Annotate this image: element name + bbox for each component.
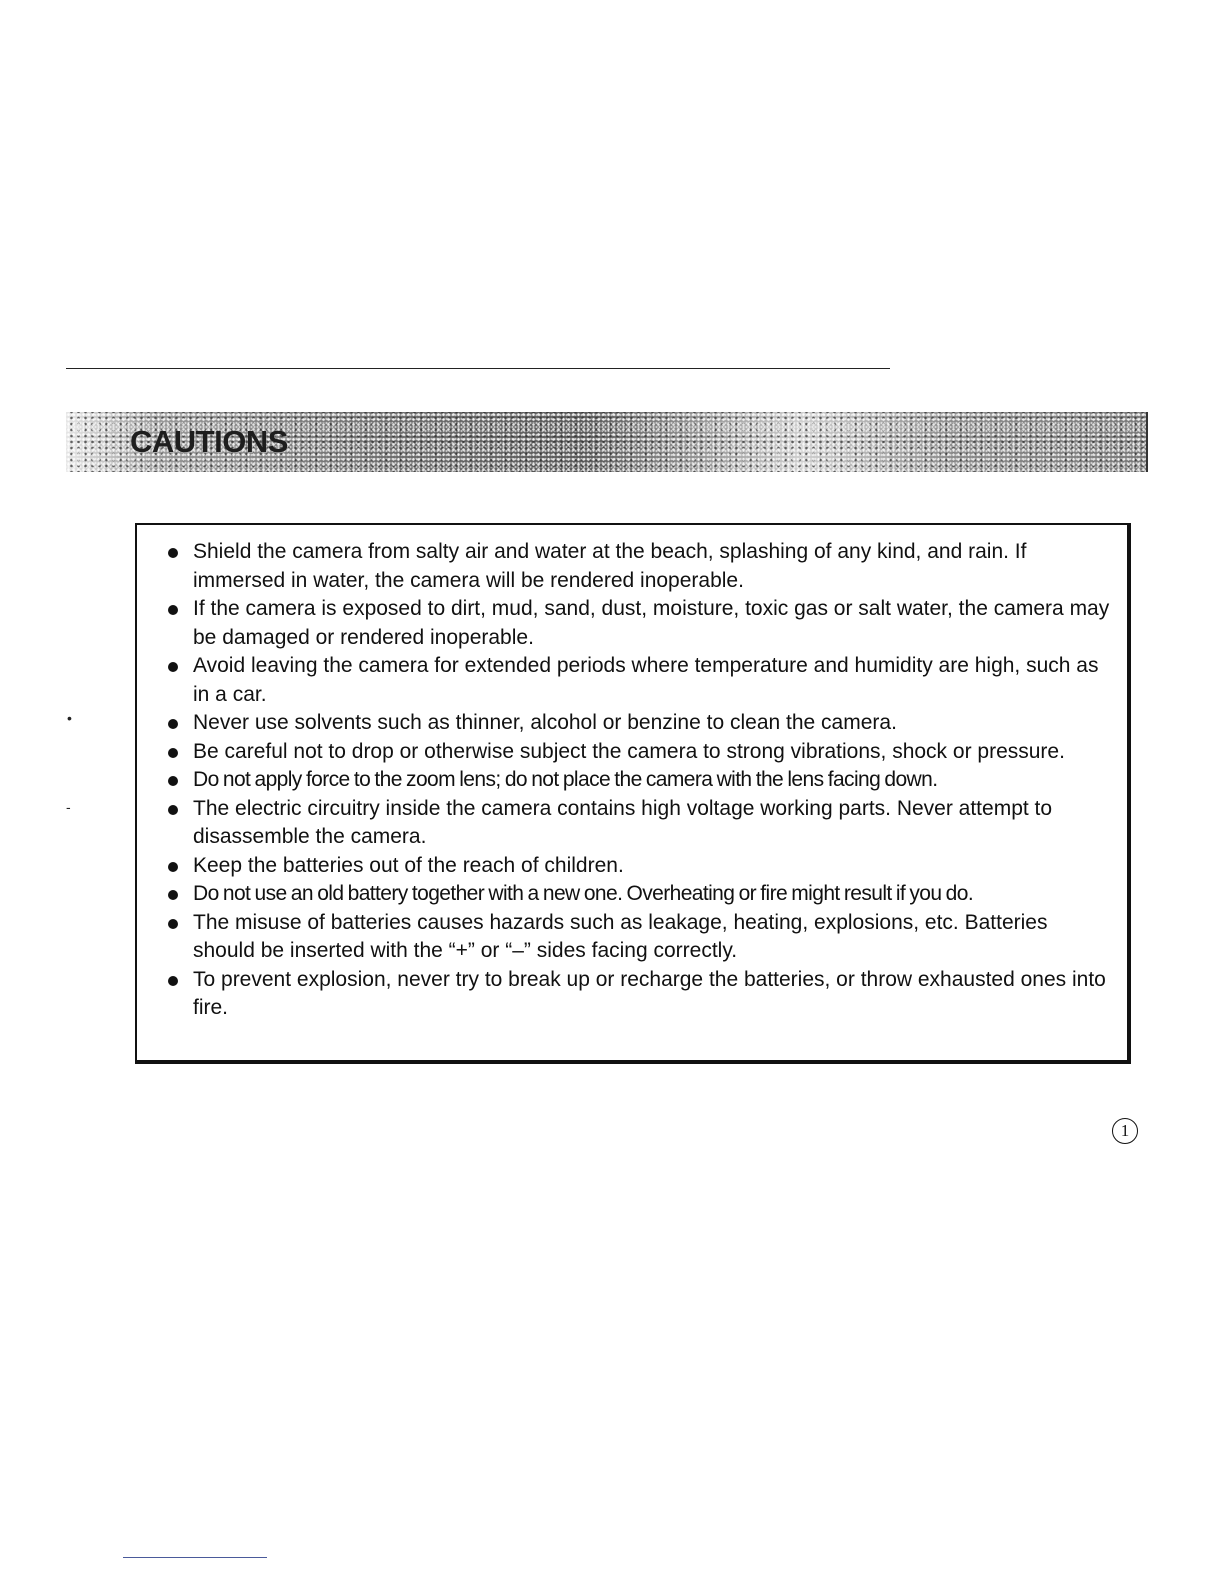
bullet-icon [168, 776, 178, 786]
bullet-icon [168, 605, 178, 615]
list-item [137, 538, 1127, 595]
list-item [137, 795, 1127, 852]
caution-text: Do not apply force to the zoom lens; do not place the camera with the lens facing down. [193, 768, 938, 791]
list-item [137, 652, 1127, 709]
caution-text: Avoid leaving the camera for extended periods where temperature and humidity are high, such as in a car. [193, 654, 1099, 706]
page-title: CAUTIONS [130, 424, 288, 459]
bullet-icon [168, 890, 178, 900]
margin-dot: • [67, 710, 72, 726]
bullet-icon [168, 548, 178, 558]
cautions-banner [66, 412, 1148, 472]
list-item [137, 909, 1127, 966]
caution-text: The misuse of batteries causes hazards such as leakage, heating, explosions, etc. Batteries should be inserted with the “+” or “–” sides facing correctly. [193, 910, 1048, 962]
caution-text: To prevent explosion, never try to break up or recharge the batteries, or throw exhausted ones into fire. [193, 967, 1106, 1019]
bullet-icon [168, 719, 178, 729]
bottom-rule [123, 1557, 267, 1558]
caution-text: Do not use an old battery together with a new one. Overheating or fire might result if you do. [193, 882, 974, 905]
bullet-icon [168, 976, 178, 986]
list-item [137, 709, 1127, 738]
list-item [137, 880, 1127, 909]
margin-dash: - [66, 799, 71, 815]
cautions-list [137, 525, 1127, 1023]
bullet-icon [168, 748, 178, 758]
caution-text: If the camera is exposed to dirt, mud, sand, dust, moisture, toxic gas or salt water, the camera may be damaged or rendered inoperable. [193, 597, 1110, 649]
list-item [137, 966, 1127, 1023]
bullet-icon [168, 662, 178, 672]
page-number: 1 [1112, 1118, 1138, 1144]
list-item [137, 738, 1127, 767]
list-item [137, 766, 1127, 795]
list-item [137, 852, 1127, 881]
bullet-icon [168, 862, 178, 872]
caution-text: Never use solvents such as thinner, alcohol or benzine to clean the camera. [193, 711, 897, 734]
bullet-icon [168, 805, 178, 815]
caution-text: Be careful not to drop or otherwise subject the camera to strong vibrations, shock or pressure. [193, 739, 1065, 763]
list-item [137, 595, 1127, 652]
caution-text: Shield the camera from salty air and water at the beach, splashing of any kind, and rain. If immersed in water, the camera will be rendered inoperable. [193, 540, 1027, 592]
bullet-icon [168, 919, 178, 929]
top-rule [66, 368, 890, 369]
caution-text: The electric circuitry inside the camera contains high voltage working parts. Never attempt to disassemble the camera. [193, 796, 1053, 848]
caution-text: Keep the batteries out of the reach of children. [193, 853, 624, 877]
cautions-box [135, 523, 1131, 1064]
